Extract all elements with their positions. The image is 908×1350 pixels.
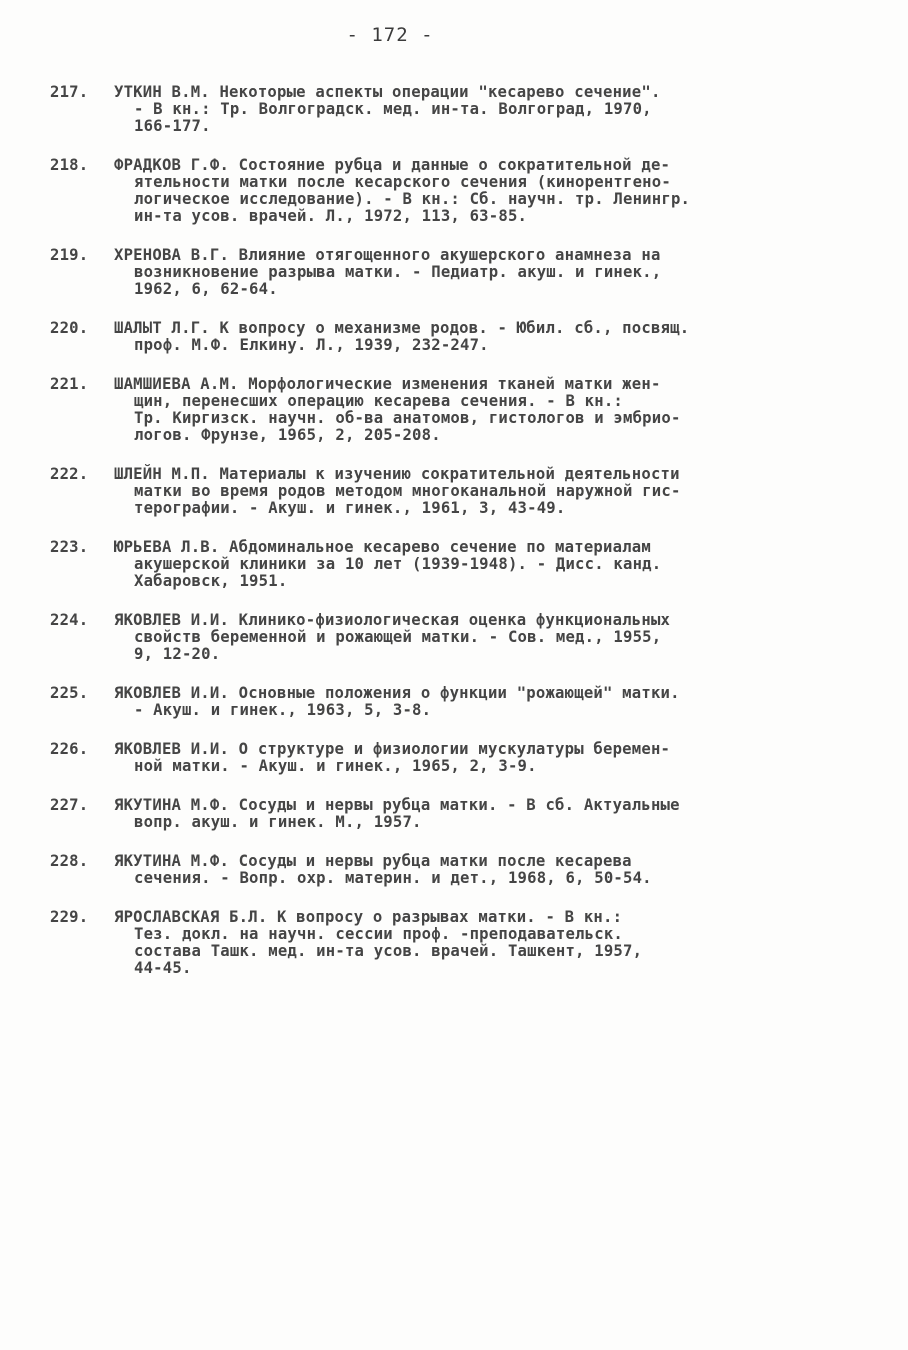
entry-first-line: ШАЛЫТ Л.Г. К вопросу о механизме родов. - Юбил. сб., посвящ. [114, 319, 690, 337]
entry-first-line: ЮРЬЕВА Л.В. Абдоминальное кесарево сечение по материалам [114, 538, 651, 556]
entry-number: 224. [50, 611, 89, 629]
entry-first-line: ЯКУТИНА М.Ф. Сосуды и нервы рубца матки после кесарева [114, 852, 632, 870]
entry-first-line: ЯКОВЛЕВ И.И. О структуре и физиологии мускулатуры беремен- [114, 740, 671, 758]
entry-continuation-line: матки во время родов методом многоканальной наружной гис- [134, 482, 681, 500]
entry-number: 222. [50, 465, 89, 483]
entry-first-line: УТКИН В.М. Некоторые аспекты операции "кесарево сечение". [114, 83, 661, 101]
entry-number: 219. [50, 246, 89, 264]
entry-continuation-line: возникновение разрыва матки. - Педиатр. акуш. и гинек., [134, 263, 662, 281]
entry-continuation-line: вопр. акуш. и гинек. М., 1957. [134, 813, 422, 831]
page-number: - 172 - [346, 24, 434, 46]
entry-continuation-line: логов. Фрунзе, 1965, 2, 205-208. [134, 426, 441, 444]
bibliography-entry [50, 466, 860, 517]
entry-continuation-line: Тр. Киргизск. научн. об-ва анатомов, гистологов и эмбрио- [134, 409, 681, 427]
entry-continuation-line: ной матки. - Акуш. и гинек., 1965, 2, 3-9. [134, 757, 537, 775]
entry-number: 228. [50, 852, 89, 870]
bibliography-entry [50, 376, 860, 444]
entry-first-line: ЯКОВЛЕВ И.И. Клинико-физиологическая оценка функциональных [114, 611, 671, 629]
entry-continuation-line: логическое исследование). - В кн.: Сб. научн. тр. Ленингр. [134, 190, 691, 208]
bibliography-entry [50, 797, 860, 831]
entry-first-line: ХРЕНОВА В.Г. Влияние отягощенного акушерского анамнеза на [114, 246, 661, 264]
bibliography-entry [50, 685, 860, 719]
bibliography-list [50, 84, 860, 999]
entry-number: 217. [50, 83, 89, 101]
entry-continuation-line: терографии. - Акуш. и гинек., 1961, 3, 43-49. [134, 499, 566, 517]
entry-continuation-line: Тез. докл. на научн. сессии проф. -преподавательск. [134, 925, 623, 943]
entry-continuation-line: 44-45. [134, 959, 192, 977]
entry-continuation-line: сечения. - Вопр. охр. материн. и дет., 1968, 6, 50-54. [134, 869, 652, 887]
entry-continuation-line: - Акуш. и гинек., 1963, 5, 3-8. [134, 701, 432, 719]
entry-number: 225. [50, 684, 89, 702]
entry-number: 227. [50, 796, 89, 814]
entry-first-line: ЯКОВЛЕВ И.И. Основные положения о функции "рожающей" матки. [114, 684, 680, 702]
bibliography-entry [50, 853, 860, 887]
bibliography-entry [50, 320, 860, 354]
entry-continuation-line: 166-177. [134, 117, 211, 135]
entry-continuation-line: 9, 12-20. [134, 645, 221, 663]
bibliography-entry [50, 539, 860, 590]
bibliography-entry [50, 612, 860, 663]
entry-first-line: ФРАДКОВ Г.Ф. Состояние рубца и данные о сократительной де- [114, 156, 671, 174]
entry-continuation-line: проф. М.Ф. Елкину. Л., 1939, 232-247. [134, 336, 489, 354]
entry-continuation-line: Хабаровск, 1951. [134, 572, 288, 590]
entry-number: 229. [50, 908, 89, 926]
entry-continuation-line: ятельности матки после кесарского сечения (кинорентгено- [134, 173, 671, 191]
bibliography-entry [50, 247, 860, 298]
entry-first-line: ШАМШИЕВА А.М. Морфологические изменения тканей матки жен- [114, 375, 661, 393]
entry-first-line: ШЛЕЙН М.П. Материалы к изучению сократительной деятельности [114, 465, 680, 483]
entry-continuation-line: 1962, 6, 62-64. [134, 280, 278, 298]
entry-number: 221. [50, 375, 89, 393]
entry-continuation-line: - В кн.: Тр. Волгоградск. мед. ин-та. Волгоград, 1970, [134, 100, 652, 118]
bibliography-entry [50, 741, 860, 775]
entry-continuation-line: свойств беременной и рожающей матки. - Сов. мед., 1955, [134, 628, 662, 646]
entry-continuation-line: состава Ташк. мед. ин-та усов. врачей. Ташкент, 1957, [134, 942, 643, 960]
entry-continuation-line: ин-та усов. врачей. Л., 1972, 113, 63-85. [134, 207, 528, 225]
entry-number: 226. [50, 740, 89, 758]
bibliography-entry [50, 909, 860, 977]
entry-number: 223. [50, 538, 89, 556]
bibliography-entry [50, 157, 860, 225]
entry-first-line: ЯКУТИНА М.Ф. Сосуды и нервы рубца матки. - В сб. Актуальные [114, 796, 680, 814]
entry-continuation-line: щин, перенесших операцию кесарева сечения. - В кн.: [134, 392, 623, 410]
bibliography-entry [50, 84, 860, 135]
entry-continuation-line: акушерской клиники за 10 лет (1939-1948). - Дисс. канд. [134, 555, 662, 573]
entry-number: 220. [50, 319, 89, 337]
entry-number: 218. [50, 156, 89, 174]
entry-first-line: ЯРОСЛАВСКАЯ Б.Л. К вопросу о разрывах матки. - В кн.: [114, 908, 623, 926]
